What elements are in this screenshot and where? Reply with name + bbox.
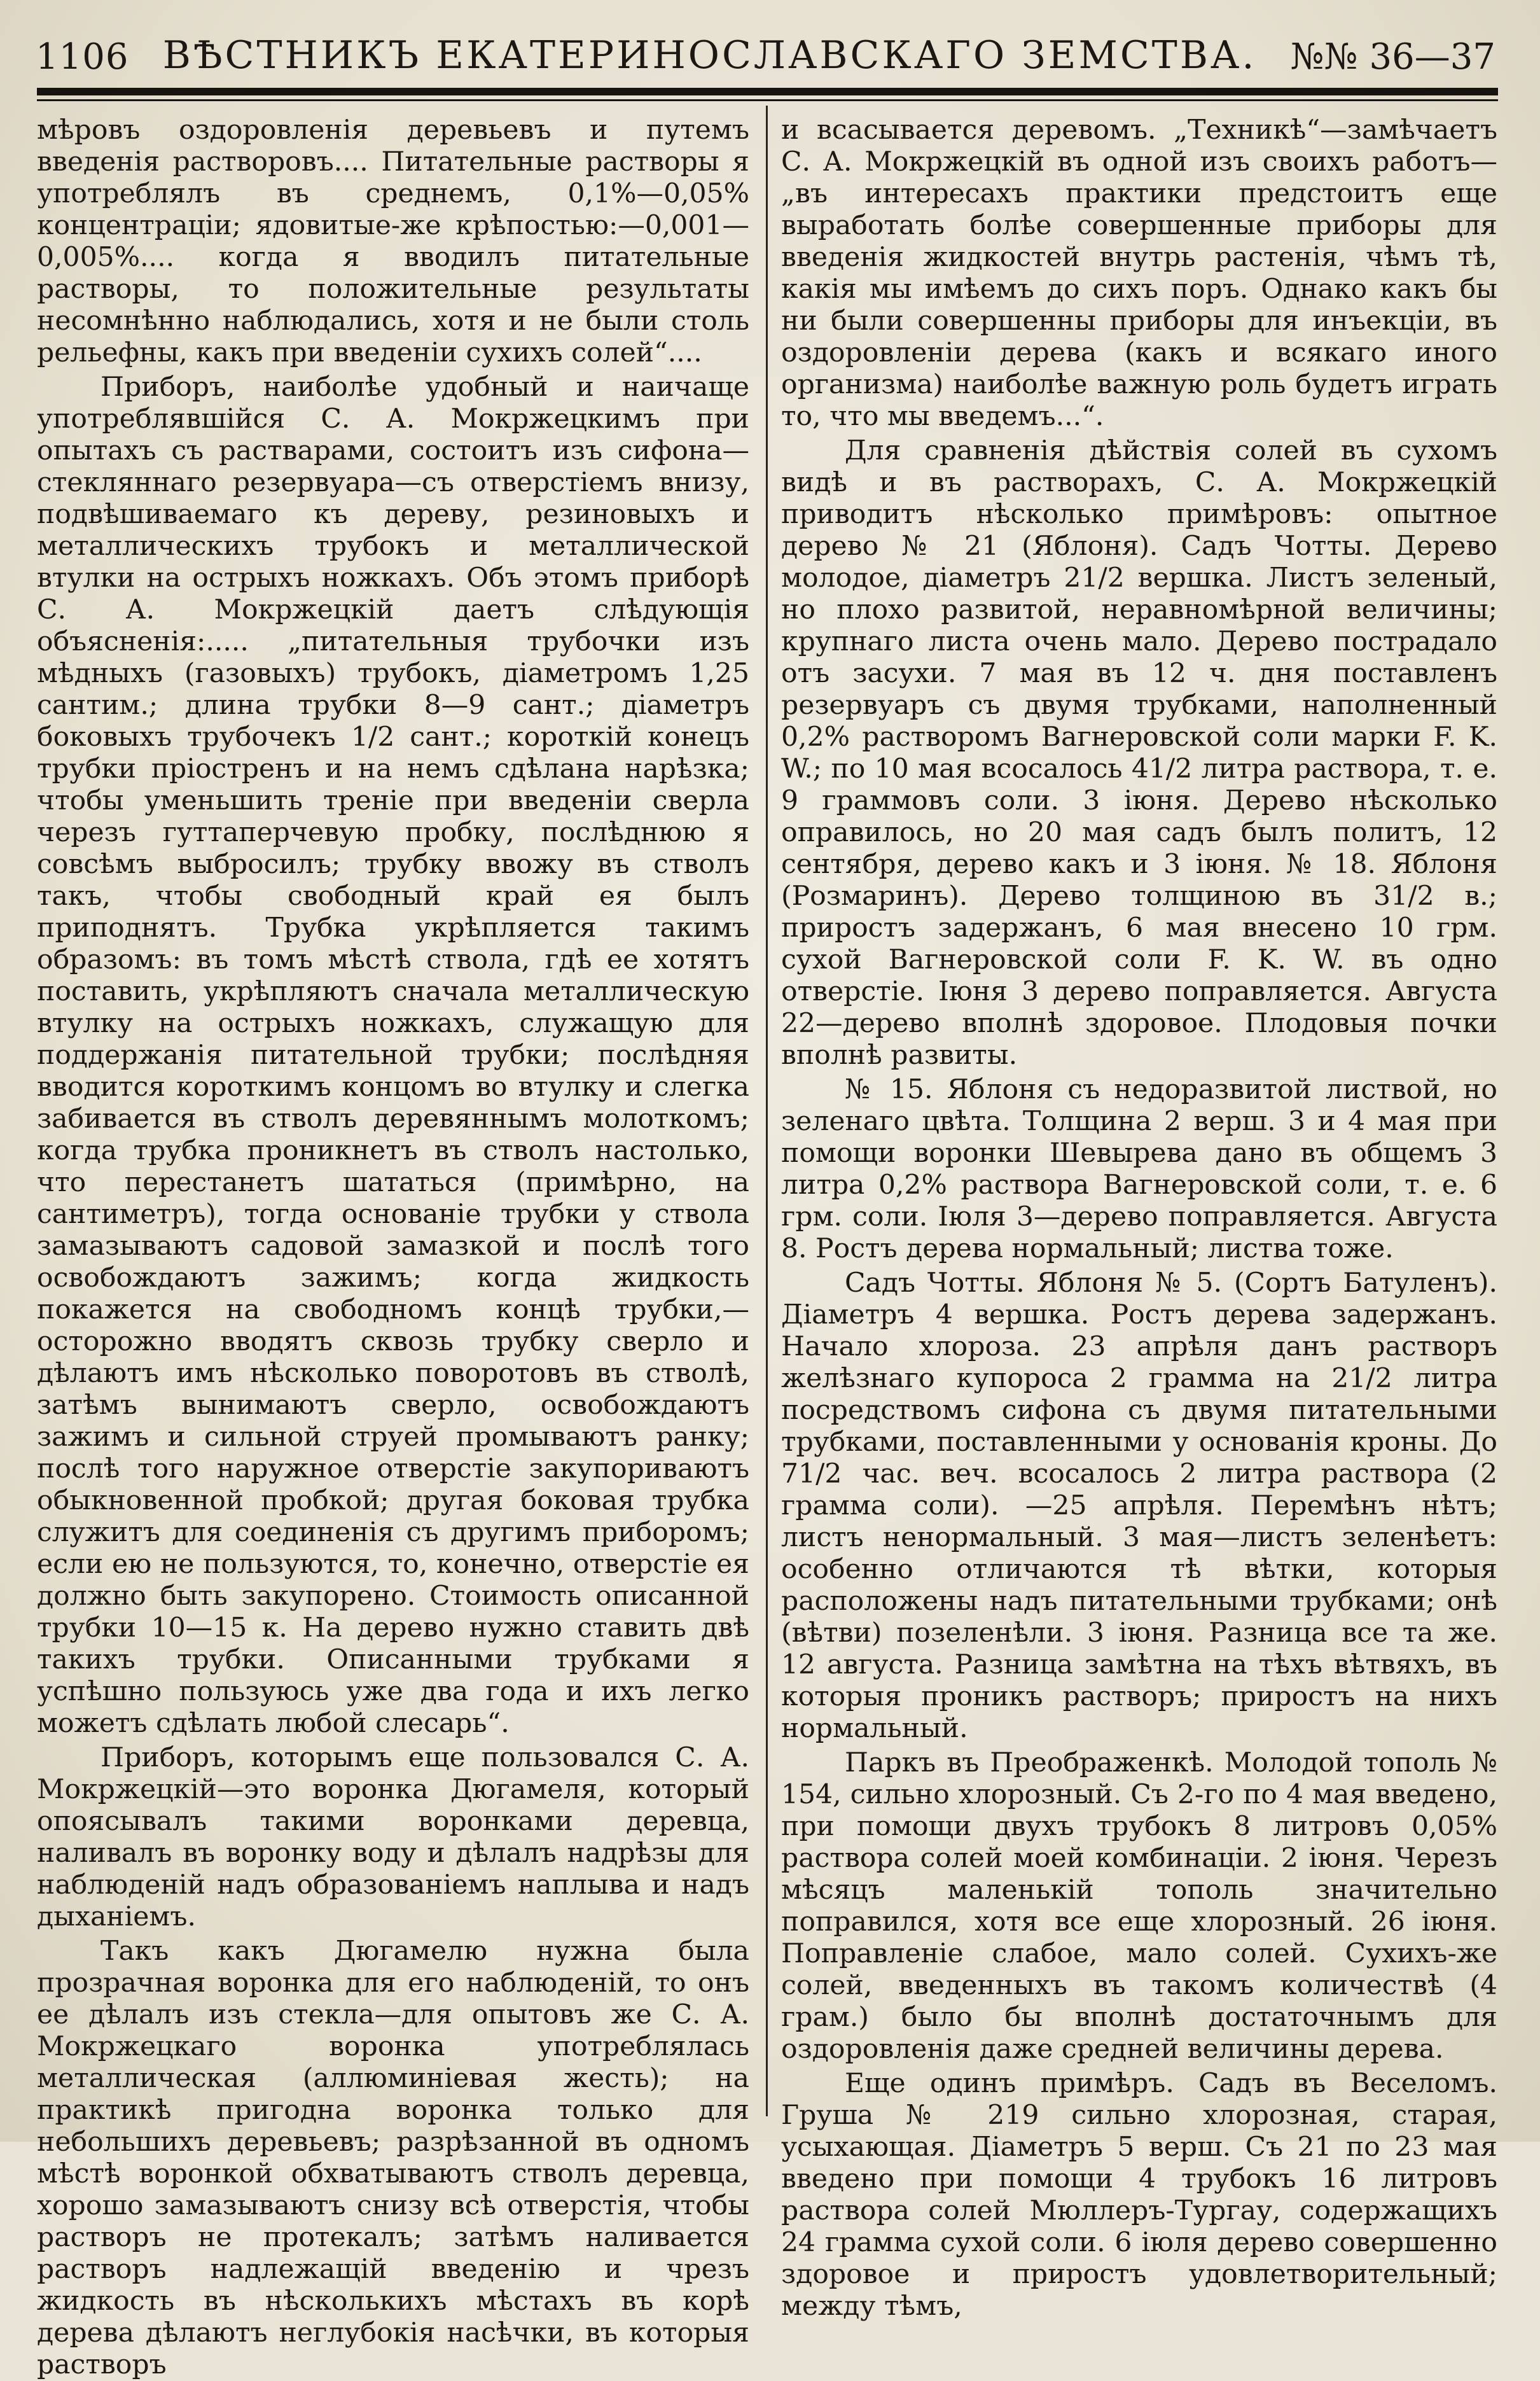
left-column	[37, 115, 749, 2380]
right-paragraph-1: и всасывается деревомъ. „Техникѣ“—замѣчаетъ С. А. Мокржецкій въ одной изъ своихъ работъ—„въ интересахъ практики предстоитъ еще выработать болѣе совершенные приборы для введенія жидкостей внутрь растенія, чѣмъ тѣ, какія мы имѣемъ до сихъ поръ. Однако какъ бы ни были совершенны приборы для инъекціи, въ оздоровленіи дерева (какъ и всякаго иного организма) наиболѣе важную роль будетъ играть то, что мы введемъ...“.	[781, 115, 1497, 432]
left-paragraph-3: Приборъ, которымъ еще пользовался С. А. Мокржецкій—это воронка Дюгамеля, который опоясывалъ такими воронками деревца, наливалъ въ воронку воду и дѣлалъ надрѣзы для наблюденій надъ образованіемъ наплыва и надъ дыханіемъ.	[37, 1742, 749, 1932]
right-paragraph-2: Для сравненія дѣйствія солей въ сухомъ видѣ и въ растворахъ, С. А. Мокржецкій приводитъ нѣсколько примѣровъ: опытное дерево № 21 (Яблоня). Садъ Чотты. Дерево молодое, діаметръ 21/2 вершка. Листъ зеленый, но плохо развитой, неравномѣрной величины; крупнаго листа очень мало. Дерево пострадало отъ засухи. 7 мая въ 12 ч. дня поставленъ резервуаръ съ двумя трубками, наполненный 0,2% растворомъ Вагнеровской соли марки F. K. W.; по 10 мая всосалось 41/2 литра раствора, т. е. 9 граммовъ соли. 3 іюня. Дерево нѣсколько оправилось, но 20 мая садъ былъ политъ, 12 сентября, дерево какъ и 3 іюня. № 18. Яблоня (Розмаринъ). Дерево толщиною въ 31/2 в.; приростъ задержанъ, 6 мая внесено 10 грм. сухой Вагнеровской соли F. K. W. въ одно отверстіе. Іюня 3 дерево поправляется. Августа 22—дерево вполнѣ здоровое. Плодовыя почки вполнѣ развиты.	[781, 435, 1497, 1071]
left-paragraph-1: мѣровъ оздоровленія деревьевъ и путемъ введенія растворовъ.... Питательные растворы я употреблялъ въ среднемъ, 0,1%—0,05% концентрацiи; ядовитые-же крѣпостью:—0,001—0,005%.... когда я вводилъ питательные растворы, то положительные результаты несомнѣнно наблюдались, хотя и не были столь рельефны, какъ при введеніи сухихъ солей“....	[37, 115, 749, 368]
right-paragraph-4: Садъ Чотты. Яблоня № 5. (Сортъ Батуленъ). Діаметръ 4 вершка. Ростъ дерева задержанъ. Начало хлороза. 23 апрѣля данъ растворъ желѣзнаго купороса 2 грамма на 21/2 литра посредствомъ сифона съ двумя питательными трубками, поставленными у основанія кроны. До 71/2 час. веч. всосалось 2 литра раствора (2 грамма соли). —25 апрѣля. Перемѣнъ нѣтъ; листъ ненормальный. 3 мая—листъ зеленѣетъ: особенно отличаются тѣ вѣтки, которыя расположены надъ питательными трубками; онѣ (вѣтви) позеленѣли. 3 іюня. Разница все та же. 12 августа. Разница замѣтна на тѣхъ вѣтвяхъ, въ которыя проникъ растворъ; приростъ на нихъ нормальный.	[781, 1267, 1497, 1744]
right-column	[781, 115, 1497, 2322]
journal-title: ВѢСТНИКЪ ЕКАТЕРИНОСЛАВСКАГО ЗЕМСТВА.	[162, 33, 1257, 78]
page-header	[36, 14, 1495, 78]
right-paragraph-3: № 15. Яблоня съ недоразвитой листвой, но зеленаго цвѣта. Толщина 2 верш. 3 и 4 мая при помощи воронки Шевырева дано въ общемъ 3 литра 0,2% раствора Вагнеровской соли, т. е. 6 грм. соли. Іюля 3—дерево поправляется. Августа 8. Ростъ дерева нормальный; листва тоже.	[781, 1074, 1497, 1264]
left-paragraph-2: Приборъ, наиболѣе удобный и наичаще употреблявшiйся С. А. Мокржецкимъ при опытахъ съ растварами, состоитъ изъ сифона—стекляннаго резервуара—съ отверстiемъ внизу, подвѣшиваемаго къ дереву, резиновыхъ и металлическихъ трубокъ и металлической втулки на острыхъ ножкахъ. Объ этомъ приборѣ С. А. Мокржецкiй даетъ слѣдующія объясненія:..... „питательныя трубочки изъ мѣдныхъ (газовыхъ) трубокъ, діаметромъ 1,25 сантим.; длина трубки 8—9 сант.; діаметръ боковыхъ трубочекъ 1/2 сант.; короткій конецъ трубки пріостренъ и на немъ сдѣлана нарѣзка; чтобы уменьшить треніе при введеніи сверла черезъ гуттаперчевую пробку, послѣднюю я совсѣмъ выбросилъ; трубку ввожу въ стволъ такъ, чтобы свободный край ея былъ приподнятъ. Трубка укрѣпляется такимъ образомъ: въ томъ мѣстѣ ствола, гдѣ ее хотятъ поставить, укрѣпляютъ сначала металлическую втулку на острыхъ ножкахъ, служащую для поддержанія питательной трубки; послѣдняя вводится короткимъ концомъ во втулку и слегка забивается въ стволъ деревяннымъ молоткомъ; когда трубка проникнетъ въ стволъ настолько, что перестанетъ шататься (примѣрно, на сантиметръ), тогда основаніе трубки у ствола замазываютъ садовой замазкой и послѣ того освобождаютъ зажимъ; когда жидкость покажется на свободномъ концѣ трубки,—осторожно вводятъ сквозь трубку сверло и дѣлаютъ имъ нѣсколько поворотовъ въ стволѣ, затѣмъ вынимаютъ сверло, освобождаютъ зажимъ и сильной струей промываютъ ранку; послѣ того наружное отверстіе закупориваютъ обыкновенной пробкой; другая боковая трубка служитъ для соединенія съ другимъ приборомъ; если ею не пользуются, то, конечно, отверстіе ея должно быть закупорено. Стоимость описанной трубки 10—15 к. На дерево нужно ставить двѣ такихъ трубки. Описанными трубками я успѣшно пользуюсь уже два года и ихъ легко можетъ сдѣлать любой слесарь“.	[37, 372, 749, 1739]
header-rule-thin	[37, 99, 1498, 101]
page-number: 1106	[36, 36, 129, 78]
left-paragraph-4: Такъ какъ Дюгамелю нужна была прозрачная воронка для его наблюденій, то онъ ее дѣлалъ изъ стекла—для опытовъ же С. А. Мокржецкаго воронка употреблялась металлическая (аллюминіевая жесть); на практикѣ пригодна воронка только для небольшихъ деревьевъ; разрѣзанной въ одномъ мѣстѣ воронкой обхватываютъ стволъ деревца, хорошо замазываютъ снизу всѣ отверстія, чтобы растворъ не протекалъ; затѣмъ наливается растворъ надлежащій введенію и чрезъ жидкость въ нѣсколькихъ мѣстахъ въ корѣ дерева дѣлаютъ неглубокія насѣчки, въ которыя растворъ	[37, 1936, 749, 2380]
issue-number: №№ 36—37	[1290, 36, 1495, 78]
header-rule-thick	[37, 88, 1498, 95]
right-paragraph-5: Паркъ въ Преображенкѣ. Молодой тополь № 154, сильно хлорозный. Съ 2-го по 4 мая введено, при помощи двухъ трубокъ 8 литровъ 0,05% раствора солей моей комбинаціи. 2 іюня. Черезъ мѣсяцъ маленькій тополь значительно поправился, хотя все еще хлорозный. 26 іюня. Поправленіе слабое, мало солей. Сухихъ-же солей, введенныхъ въ такомъ количествѣ (4 грам.) было бы вполнѣ достаточнымъ для оздоровленія даже средней величины дерева.	[781, 1747, 1497, 2065]
column-divider	[766, 106, 768, 2116]
right-paragraph-6: Еще одинъ примѣръ. Садъ въ Веселомъ. Груша № 219 сильно хлорозная, старая, усыхающая. Діаметръ 5 верш. Съ 21 по 23 мая введено при помощи 4 трубокъ 16 литровъ раствора солей Мюллеръ-Тургау, содержащихъ 24 грамма сухой соли. 6 іюля дерево совершенно здоровое и приростъ удовлетворительный; между тѣмъ,	[781, 2068, 1497, 2322]
